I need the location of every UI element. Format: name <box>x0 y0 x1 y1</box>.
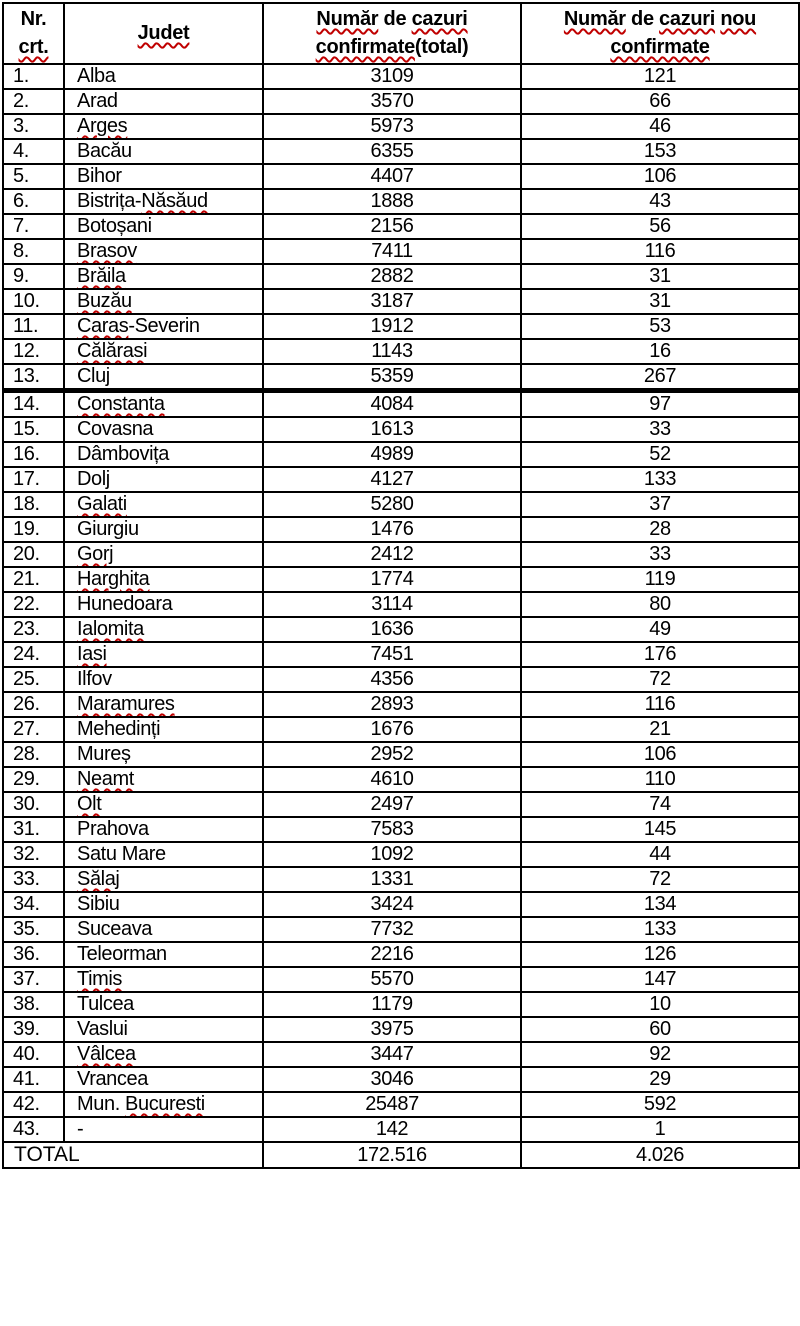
word: Botoșani <box>77 215 152 237</box>
confirmed-total-cell: 2952 <box>263 742 521 767</box>
table-row <box>3 264 799 289</box>
word: Arad <box>77 90 118 112</box>
newly-confirmed-cell: 106 <box>521 742 799 767</box>
newly-confirmed-cell: 49 <box>521 617 799 642</box>
row-number-cell: 13. <box>3 364 64 391</box>
county-cell <box>64 892 263 917</box>
misspelled-word: Judet <box>137 22 190 44</box>
table-row <box>3 239 799 264</box>
county-cell <box>64 89 263 114</box>
county-cell <box>64 164 263 189</box>
row-number-cell: 9. <box>3 264 64 289</box>
county-cell <box>64 792 263 817</box>
newly-confirmed-cell: 72 <box>521 667 799 692</box>
county-cell <box>64 692 263 717</box>
misspelled-word: Harghita <box>77 568 150 590</box>
confirmed-total-cell: 7451 <box>263 642 521 667</box>
word: Dâmbovița <box>77 443 169 465</box>
newly-confirmed-cell: 33 <box>521 417 799 442</box>
total-label-cell: TOTAL <box>3 1142 263 1168</box>
misspelled-word: Iasi <box>77 643 107 665</box>
row-number-cell: 23. <box>3 617 64 642</box>
table-row <box>3 542 799 567</box>
row-number-cell: 4. <box>3 139 64 164</box>
col-header-nr-crt <box>3 3 64 64</box>
grand-total-confirmed-cell: 172.516 <box>263 1142 521 1168</box>
col-header-newly-confirmed <box>521 3 799 64</box>
row-number-cell: 30. <box>3 792 64 817</box>
table-row <box>3 1067 799 1092</box>
word: Alba <box>77 65 116 87</box>
table-row <box>3 417 799 442</box>
row-number-cell: 21. <box>3 567 64 592</box>
misspelled-word: Număr <box>563 8 626 30</box>
row-number-cell: 5. <box>3 164 64 189</box>
county-cell <box>64 467 263 492</box>
newly-confirmed-cell: 153 <box>521 139 799 164</box>
confirmed-total-cell: 2412 <box>263 542 521 567</box>
row-number-cell: 18. <box>3 492 64 517</box>
newly-confirmed-cell: 116 <box>521 692 799 717</box>
table-row <box>3 114 799 139</box>
newly-confirmed-cell: 10 <box>521 992 799 1017</box>
row-number-cell: 28. <box>3 742 64 767</box>
newly-confirmed-cell: 110 <box>521 767 799 792</box>
confirmed-total-cell: 3975 <box>263 1017 521 1042</box>
row-number-cell: 10. <box>3 289 64 314</box>
confirmed-total-cell: 7732 <box>263 917 521 942</box>
newly-confirmed-cell: 1 <box>521 1117 799 1142</box>
word: Mun. <box>77 1093 120 1115</box>
misspelled-word: Sălaj <box>77 868 120 890</box>
newly-confirmed-cell: 119 <box>521 567 799 592</box>
row-number-cell: 6. <box>3 189 64 214</box>
newly-confirmed-cell: 31 <box>521 264 799 289</box>
newly-confirmed-cell: 80 <box>521 592 799 617</box>
table-row <box>3 289 799 314</box>
county-cell <box>64 1067 263 1092</box>
county-cell <box>64 1042 263 1067</box>
county-cell <box>64 942 263 967</box>
table-row <box>3 617 799 642</box>
table-row <box>3 364 799 391</box>
confirmed-total-cell: 3187 <box>263 289 521 314</box>
county-cell <box>64 64 263 89</box>
table-row <box>3 189 799 214</box>
row-number-cell: 43. <box>3 1117 64 1142</box>
confirmed-total-cell: 7583 <box>263 817 521 842</box>
confirmed-total-cell: 3046 <box>263 1067 521 1092</box>
row-number-cell: 8. <box>3 239 64 264</box>
misspelled-word: Gorj <box>77 543 114 565</box>
newly-confirmed-cell: 60 <box>521 1017 799 1042</box>
confirmed-total-cell: 3424 <box>263 892 521 917</box>
word: (total) <box>414 36 469 58</box>
county-cell <box>64 1117 263 1142</box>
word: Vaslui <box>77 1018 128 1040</box>
row-number-cell: 42. <box>3 1092 64 1117</box>
word: Dolj <box>77 468 110 490</box>
newly-confirmed-cell: 126 <box>521 942 799 967</box>
confirmed-total-cell: 4610 <box>263 767 521 792</box>
table-row <box>3 492 799 517</box>
misspelled-word: Vâlcea <box>77 1043 136 1065</box>
misspelled-word: Maramures <box>77 693 175 715</box>
confirmed-total-cell: 2893 <box>263 692 521 717</box>
row-number-cell: 17. <box>3 467 64 492</box>
misspelled-word: nou <box>720 8 757 30</box>
table-row <box>3 442 799 467</box>
county-cell <box>64 717 263 742</box>
county-cell <box>64 114 263 139</box>
row-number-cell: 24. <box>3 642 64 667</box>
county-cell <box>64 214 263 239</box>
header-row <box>3 3 799 64</box>
confirmed-total-cell: 2156 <box>263 214 521 239</box>
county-cell <box>64 314 263 339</box>
newly-confirmed-cell: 72 <box>521 867 799 892</box>
word: Cluj <box>77 365 110 387</box>
confirmed-total-cell: 5280 <box>263 492 521 517</box>
confirmed-total-cell: 142 <box>263 1117 521 1142</box>
misspelled-word: Timis <box>77 968 123 990</box>
row-number-cell: 39. <box>3 1017 64 1042</box>
table-row <box>3 567 799 592</box>
row-number-cell: 36. <box>3 942 64 967</box>
confirmed-total-cell: 3447 <box>263 1042 521 1067</box>
table-row <box>3 742 799 767</box>
misspelled-word: Galati <box>77 493 127 515</box>
confirmed-total-cell: 4127 <box>263 467 521 492</box>
row-number-cell: 41. <box>3 1067 64 1092</box>
newly-confirmed-cell: 133 <box>521 917 799 942</box>
misspelled-word: Năsăud <box>141 190 208 212</box>
misspelled-word: Neamt <box>77 768 134 790</box>
newly-confirmed-cell: 147 <box>521 967 799 992</box>
table-row <box>3 339 799 364</box>
grand-total-new-cell: 4.026 <box>521 1142 799 1168</box>
table-row <box>3 842 799 867</box>
misspelled-word: confirmate <box>315 36 415 58</box>
county-cell <box>64 542 263 567</box>
newly-confirmed-cell: 92 <box>521 1042 799 1067</box>
col-header-confirmed-total <box>263 3 521 64</box>
county-cell <box>64 442 263 467</box>
newly-confirmed-cell: 66 <box>521 89 799 114</box>
word: Sibiu <box>77 893 120 915</box>
county-cell <box>64 139 263 164</box>
county-cell <box>64 842 263 867</box>
confirmed-total-cell: 5359 <box>263 364 521 391</box>
newly-confirmed-cell: 33 <box>521 542 799 567</box>
word: de <box>383 8 407 30</box>
word: Teleorman <box>77 943 167 965</box>
row-number-cell: 31. <box>3 817 64 842</box>
row-number-cell: 35. <box>3 917 64 942</box>
county-cell <box>64 364 263 391</box>
table-row <box>3 817 799 842</box>
newly-confirmed-cell: 28 <box>521 517 799 542</box>
table-row <box>3 992 799 1017</box>
confirmed-total-cell: 4356 <box>263 667 521 692</box>
row-number-cell: 29. <box>3 767 64 792</box>
row-number-cell: 3. <box>3 114 64 139</box>
misspelled-word: Bucuresti <box>125 1093 205 1115</box>
confirmed-total-cell: 1613 <box>263 417 521 442</box>
newly-confirmed-cell: 46 <box>521 114 799 139</box>
newly-confirmed-cell: 31 <box>521 289 799 314</box>
total-row <box>3 1142 799 1168</box>
confirmed-total-cell: 1179 <box>263 992 521 1017</box>
newly-confirmed-cell: 145 <box>521 817 799 842</box>
row-number-cell: 7. <box>3 214 64 239</box>
confirmed-total-cell: 1636 <box>263 617 521 642</box>
misspelled-word: Călărasi <box>77 340 148 362</box>
confirmed-total-cell: 4084 <box>263 391 521 418</box>
table-row <box>3 592 799 617</box>
county-cell <box>64 967 263 992</box>
table-row <box>3 1017 799 1042</box>
word: Tulcea <box>77 993 134 1015</box>
misspelled-word: confirmate <box>610 36 710 58</box>
word: - <box>77 1118 84 1140</box>
row-number-cell: 25. <box>3 667 64 692</box>
confirmed-total-cell: 5973 <box>263 114 521 139</box>
county-cell <box>64 339 263 364</box>
newly-confirmed-cell: 53 <box>521 314 799 339</box>
word: Covasna <box>77 418 154 440</box>
word: Suceava <box>77 918 153 940</box>
county-cell <box>64 417 263 442</box>
misspelled-word: Constanta <box>77 393 165 415</box>
row-number-cell: 12. <box>3 339 64 364</box>
word: Bistrița- <box>77 190 142 212</box>
cases-table <box>2 2 800 1169</box>
table-row <box>3 214 799 239</box>
table-row <box>3 717 799 742</box>
misspelled-word: Ialomita <box>77 618 144 640</box>
county-cell <box>64 767 263 792</box>
row-number-cell: 34. <box>3 892 64 917</box>
word: Giurgiu <box>77 518 139 540</box>
table-row <box>3 867 799 892</box>
word: Mare <box>121 843 166 865</box>
newly-confirmed-cell: 44 <box>521 842 799 867</box>
confirmed-total-cell: 4407 <box>263 164 521 189</box>
county-cell <box>64 617 263 642</box>
confirmed-total-cell: 5570 <box>263 967 521 992</box>
confirmed-total-cell: 6355 <box>263 139 521 164</box>
table-row <box>3 391 799 418</box>
newly-confirmed-cell: 106 <box>521 164 799 189</box>
row-number-cell: 11. <box>3 314 64 339</box>
newly-confirmed-cell: 133 <box>521 467 799 492</box>
county-cell <box>64 517 263 542</box>
confirmed-total-cell: 2497 <box>263 792 521 817</box>
newly-confirmed-cell: 121 <box>521 64 799 89</box>
row-number-cell: 38. <box>3 992 64 1017</box>
confirmed-total-cell: 1092 <box>263 842 521 867</box>
county-cell <box>64 1092 263 1117</box>
table-body <box>3 64 799 1168</box>
row-number-cell: 27. <box>3 717 64 742</box>
newly-confirmed-cell: 43 <box>521 189 799 214</box>
county-cell <box>64 592 263 617</box>
table-row <box>3 467 799 492</box>
table-row <box>3 792 799 817</box>
confirmed-total-cell: 1774 <box>263 567 521 592</box>
table-row <box>3 667 799 692</box>
word: Mureș <box>77 743 131 765</box>
confirmed-total-cell: 1143 <box>263 339 521 364</box>
newly-confirmed-cell: 592 <box>521 1092 799 1117</box>
county-cell <box>64 492 263 517</box>
county-cell <box>64 239 263 264</box>
newly-confirmed-cell: 267 <box>521 364 799 391</box>
table-row <box>3 1042 799 1067</box>
county-cell <box>64 667 263 692</box>
confirmed-total-cell: 1888 <box>263 189 521 214</box>
county-cell <box>64 817 263 842</box>
row-number-cell: 2. <box>3 89 64 114</box>
confirmed-total-cell: 7411 <box>263 239 521 264</box>
misspelled-word: crt. <box>18 36 49 58</box>
word: Bihor <box>77 165 122 187</box>
table-row <box>3 517 799 542</box>
row-number-cell: 20. <box>3 542 64 567</box>
row-number-cell: 16. <box>3 442 64 467</box>
county-cell <box>64 264 263 289</box>
word: Hunedoara <box>77 593 173 615</box>
newly-confirmed-cell: 116 <box>521 239 799 264</box>
confirmed-total-cell: 3109 <box>263 64 521 89</box>
confirmed-total-cell: 3114 <box>263 592 521 617</box>
row-number-cell: 37. <box>3 967 64 992</box>
word: Bacău <box>77 140 132 162</box>
row-number-cell: 15. <box>3 417 64 442</box>
table-row <box>3 89 799 114</box>
county-cell <box>64 642 263 667</box>
newly-confirmed-cell: 21 <box>521 717 799 742</box>
confirmed-total-cell: 4989 <box>263 442 521 467</box>
table-row <box>3 767 799 792</box>
newly-confirmed-cell: 52 <box>521 442 799 467</box>
misspelled-word: Număr <box>316 8 379 30</box>
confirmed-total-cell: 2882 <box>263 264 521 289</box>
confirmed-total-cell: 1331 <box>263 867 521 892</box>
newly-confirmed-cell: 176 <box>521 642 799 667</box>
word: Nr. <box>20 8 47 30</box>
misspelled-word: Arges <box>77 115 128 137</box>
newly-confirmed-cell: 29 <box>521 1067 799 1092</box>
row-number-cell: 1. <box>3 64 64 89</box>
misspelled-word: Olt <box>77 793 102 815</box>
row-number-cell: 26. <box>3 692 64 717</box>
table-row <box>3 1092 799 1117</box>
word: -Severin <box>128 315 200 337</box>
confirmed-total-cell: 1676 <box>263 717 521 742</box>
row-number-cell: 32. <box>3 842 64 867</box>
word: Prahova <box>77 818 149 840</box>
table-row <box>3 942 799 967</box>
confirmed-total-cell: 25487 <box>263 1092 521 1117</box>
table-row <box>3 642 799 667</box>
misspelled-word: Caras <box>77 315 129 337</box>
table-row <box>3 892 799 917</box>
county-cell <box>64 189 263 214</box>
row-number-cell: 40. <box>3 1042 64 1067</box>
word: Vrancea <box>77 1068 148 1090</box>
table-row <box>3 1117 799 1142</box>
table-row <box>3 967 799 992</box>
confirmed-total-cell: 2216 <box>263 942 521 967</box>
misspelled-word: Brăila <box>77 265 126 287</box>
county-cell <box>64 867 263 892</box>
table-row <box>3 64 799 89</box>
newly-confirmed-cell: 56 <box>521 214 799 239</box>
table-row <box>3 917 799 942</box>
county-cell <box>64 742 263 767</box>
table-row <box>3 164 799 189</box>
newly-confirmed-cell: 97 <box>521 391 799 418</box>
row-number-cell: 22. <box>3 592 64 617</box>
word: de <box>631 8 654 30</box>
misspelled-word: cazuri <box>411 8 468 30</box>
confirmed-total-cell: 3570 <box>263 89 521 114</box>
row-number-cell: 33. <box>3 867 64 892</box>
confirmed-total-cell: 1912 <box>263 314 521 339</box>
misspelled-word: cazuri <box>659 8 716 30</box>
county-cell <box>64 289 263 314</box>
table-row <box>3 139 799 164</box>
county-cell <box>64 391 263 418</box>
newly-confirmed-cell: 16 <box>521 339 799 364</box>
col-header-judet <box>64 3 263 64</box>
confirmed-total-cell: 1476 <box>263 517 521 542</box>
word: Ilfov <box>77 668 112 690</box>
county-cell <box>64 917 263 942</box>
word: Mehedinți <box>77 718 161 740</box>
county-cell <box>64 567 263 592</box>
misspelled-word: Buzău <box>77 290 132 312</box>
newly-confirmed-cell: 37 <box>521 492 799 517</box>
table-row <box>3 314 799 339</box>
newly-confirmed-cell: 134 <box>521 892 799 917</box>
county-cell <box>64 992 263 1017</box>
row-number-cell: 14. <box>3 391 64 418</box>
word: Satu <box>77 843 117 865</box>
county-cell <box>64 1017 263 1042</box>
newly-confirmed-cell: 74 <box>521 792 799 817</box>
table-row <box>3 692 799 717</box>
misspelled-word: Brasov <box>77 240 137 262</box>
row-number-cell: 19. <box>3 517 64 542</box>
